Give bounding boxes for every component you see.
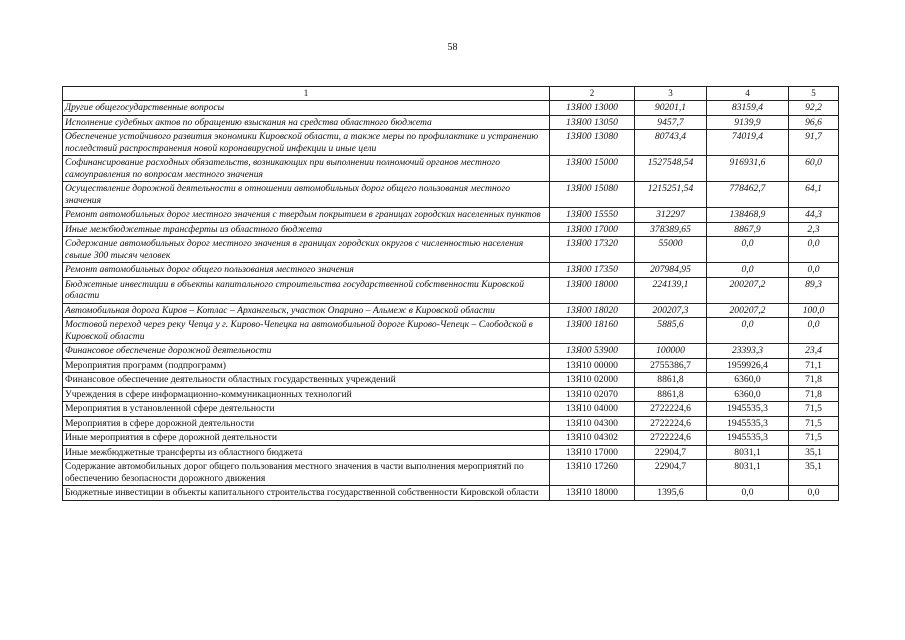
table-row xyxy=(63,277,839,303)
table-row xyxy=(63,182,839,208)
table-row xyxy=(63,156,839,182)
row-name-cell: Софинансирование расходных обязательств, возникающих при выполнении полномочий органов местного самоуправления по вопросам местного значения xyxy=(63,156,550,182)
row-code-cell: 13Я00 17000 xyxy=(550,222,635,237)
table-row xyxy=(63,263,839,278)
row-actual-cell: 1945535,3 xyxy=(707,431,789,446)
row-code-cell: 13Я00 15080 xyxy=(550,182,635,208)
header-cell-3: 3 xyxy=(635,87,707,101)
table-row xyxy=(63,358,839,373)
row-actual-cell: 0,0 xyxy=(707,486,789,501)
row-name-cell: Ремонт автомобильных дорог местного значения с твердым покрытием в границах городских населенных пунктов xyxy=(63,208,550,223)
row-planned-cell: 8861,8 xyxy=(635,373,707,388)
row-name-cell: Иные межбюджетные трансферты из областного бюджета xyxy=(63,222,550,237)
table-row xyxy=(63,101,839,116)
row-actual-cell: 83159,4 xyxy=(707,101,789,116)
header-cell-4: 4 xyxy=(707,87,789,101)
row-name-cell: Осуществление дорожной деятельности в отношении автомобильных дорог общего пользования местного значения xyxy=(63,182,550,208)
row-name-cell: Мостовой переход через реку Чепца у г. Кирово-Чепецка на автомобильной дороге Кирово-Чепецк – Слободской в Кировской области xyxy=(63,318,550,344)
header-cell-2: 2 xyxy=(550,87,635,101)
table-row xyxy=(63,303,839,318)
row-planned-cell: 207984,95 xyxy=(635,263,707,278)
row-name-cell: Финансовое обеспечение деятельности областных государственных учреждений xyxy=(63,373,550,388)
row-code-cell: 13Я10 04302 xyxy=(550,431,635,446)
row-percent-cell: 71,8 xyxy=(789,373,839,388)
row-code-cell: 13Я00 13080 xyxy=(550,130,635,156)
table-row xyxy=(63,222,839,237)
row-actual-cell: 1945535,3 xyxy=(707,402,789,417)
row-actual-cell: 23393,3 xyxy=(707,344,789,359)
row-name-cell: Другие общегосударственные вопросы xyxy=(63,101,550,116)
row-actual-cell: 6360,0 xyxy=(707,387,789,402)
row-planned-cell: 2722224,6 xyxy=(635,431,707,446)
row-actual-cell: 8031,1 xyxy=(707,460,789,486)
table-row xyxy=(63,445,839,460)
row-actual-cell: 916931,6 xyxy=(707,156,789,182)
row-actual-cell: 200207,2 xyxy=(707,303,789,318)
table-row xyxy=(63,486,839,501)
row-code-cell: 13Я00 15550 xyxy=(550,208,635,223)
row-name-cell: Ремонт автомобильных дорог общего пользования местного значения xyxy=(63,263,550,278)
row-percent-cell: 71,1 xyxy=(789,358,839,373)
row-name-cell: Мероприятия программ (подпрограмм) xyxy=(63,358,550,373)
header-cell-5: 5 xyxy=(789,87,839,101)
row-planned-cell: 1527548,54 xyxy=(635,156,707,182)
row-planned-cell: 312297 xyxy=(635,208,707,223)
row-planned-cell: 5885,6 xyxy=(635,318,707,344)
row-name-cell: Финансовое обеспечение дорожной деятельности xyxy=(63,344,550,359)
row-planned-cell: 378389,65 xyxy=(635,222,707,237)
row-name-cell: Обеспечение устойчивого развития экономики Кировской области, а также меры по профилактике и устранению последствий распространения новой коронавирусной инфекции и иные цели xyxy=(63,130,550,156)
row-code-cell: 13Я10 04300 xyxy=(550,416,635,431)
row-percent-cell: 0,0 xyxy=(789,263,839,278)
row-percent-cell: 71,5 xyxy=(789,416,839,431)
row-name-cell: Бюджетные инвестиции в объекты капитального строительства государственной собственности Кировской области xyxy=(63,277,550,303)
row-percent-cell: 60,0 xyxy=(789,156,839,182)
row-actual-cell: 778462,7 xyxy=(707,182,789,208)
row-planned-cell: 2755386,7 xyxy=(635,358,707,373)
row-code-cell: 13Я00 18160 xyxy=(550,318,635,344)
row-actual-cell: 8867,9 xyxy=(707,222,789,237)
row-actual-cell: 1959926,4 xyxy=(707,358,789,373)
row-planned-cell: 80743,4 xyxy=(635,130,707,156)
row-code-cell: 13Я00 17350 xyxy=(550,263,635,278)
row-actual-cell: 200207,2 xyxy=(707,277,789,303)
row-percent-cell: 89,3 xyxy=(789,277,839,303)
row-planned-cell: 55000 xyxy=(635,237,707,263)
row-code-cell: 13Я00 17320 xyxy=(550,237,635,263)
table-row xyxy=(63,208,839,223)
row-actual-cell: 1945535,3 xyxy=(707,416,789,431)
row-code-cell: 13Я00 13050 xyxy=(550,115,635,130)
row-name-cell: Иные межбюджетные трансферты из областного бюджета xyxy=(63,445,550,460)
row-actual-cell: 9139,9 xyxy=(707,115,789,130)
row-actual-cell: 0,0 xyxy=(707,318,789,344)
row-code-cell: 13Я10 17260 xyxy=(550,460,635,486)
row-code-cell: 13Я10 02070 xyxy=(550,387,635,402)
row-planned-cell: 9457,7 xyxy=(635,115,707,130)
row-percent-cell: 23,4 xyxy=(789,344,839,359)
row-code-cell: 13Я00 13000 xyxy=(550,101,635,116)
row-percent-cell: 92,2 xyxy=(789,101,839,116)
budget-table xyxy=(62,86,839,501)
row-planned-cell: 90201,1 xyxy=(635,101,707,116)
table-row xyxy=(63,237,839,263)
row-name-cell: Бюджетные инвестиции в объекты капитального строительства государственной собственности Кировской области xyxy=(63,486,550,501)
row-actual-cell: 0,0 xyxy=(707,237,789,263)
row-code-cell: 13Я10 00000 xyxy=(550,358,635,373)
row-planned-cell: 100000 xyxy=(635,344,707,359)
row-planned-cell: 1395,6 xyxy=(635,486,707,501)
row-percent-cell: 35,1 xyxy=(789,445,839,460)
row-planned-cell: 200207,3 xyxy=(635,303,707,318)
row-actual-cell: 8031,1 xyxy=(707,445,789,460)
row-name-cell: Иные мероприятия в сфере дорожной деятельности xyxy=(63,431,550,446)
row-planned-cell: 22904,7 xyxy=(635,445,707,460)
row-actual-cell: 74019,4 xyxy=(707,130,789,156)
row-actual-cell: 6360,0 xyxy=(707,373,789,388)
row-actual-cell: 138468,9 xyxy=(707,208,789,223)
row-planned-cell: 2722224,6 xyxy=(635,416,707,431)
row-name-cell: Содержание автомобильных дорог общего пользования местного значения в части выполнения мероприятий по обеспечению безопасности дорожного движения xyxy=(63,460,550,486)
header-cell-1: 1 xyxy=(63,87,550,101)
row-name-cell: Учреждения в сфере информационно-коммуникационных технологий xyxy=(63,387,550,402)
row-code-cell: 13Я00 53900 xyxy=(550,344,635,359)
table-row xyxy=(63,318,839,344)
table-row xyxy=(63,344,839,359)
table-row xyxy=(63,373,839,388)
row-code-cell: 13Я10 04000 xyxy=(550,402,635,417)
table-row xyxy=(63,130,839,156)
row-planned-cell: 2722224,6 xyxy=(635,402,707,417)
row-percent-cell: 0,0 xyxy=(789,318,839,344)
row-name-cell: Исполнение судебных актов по обращению взыскания на средства областного бюджета xyxy=(63,115,550,130)
table-row xyxy=(63,387,839,402)
row-percent-cell: 0,0 xyxy=(789,486,839,501)
row-code-cell: 13Я00 18000 xyxy=(550,277,635,303)
table-row xyxy=(63,402,839,417)
row-planned-cell: 1215251,54 xyxy=(635,182,707,208)
row-percent-cell: 100,0 xyxy=(789,303,839,318)
row-planned-cell: 224139,1 xyxy=(635,277,707,303)
row-percent-cell: 0,0 xyxy=(789,237,839,263)
row-percent-cell: 71,5 xyxy=(789,402,839,417)
row-actual-cell: 0,0 xyxy=(707,263,789,278)
table-row xyxy=(63,416,839,431)
row-percent-cell: 71,5 xyxy=(789,431,839,446)
row-percent-cell: 64,1 xyxy=(789,182,839,208)
row-percent-cell: 2,3 xyxy=(789,222,839,237)
row-code-cell: 13Я00 15000 xyxy=(550,156,635,182)
row-percent-cell: 35,1 xyxy=(789,460,839,486)
row-code-cell: 13Я10 17000 xyxy=(550,445,635,460)
row-percent-cell: 71,8 xyxy=(789,387,839,402)
row-code-cell: 13Я10 02000 xyxy=(550,373,635,388)
row-planned-cell: 22904,7 xyxy=(635,460,707,486)
row-code-cell: 13Я00 18020 xyxy=(550,303,635,318)
table-row xyxy=(63,460,839,486)
table-row xyxy=(63,431,839,446)
table-row xyxy=(63,115,839,130)
row-code-cell: 13Я10 18000 xyxy=(550,486,635,501)
row-name-cell: Мероприятия в сфере дорожной деятельности xyxy=(63,416,550,431)
row-percent-cell: 91,7 xyxy=(789,130,839,156)
row-name-cell: Содержание автомобильных дорог местного значения в границах городских округов с численностью населения свыше 300 тысяч человек xyxy=(63,237,550,263)
row-percent-cell: 44,3 xyxy=(789,208,839,223)
table-header-row xyxy=(63,87,839,101)
row-planned-cell: 8861,8 xyxy=(635,387,707,402)
row-name-cell: Автомобильная дорога Киров – Котлас – Архангельск, участок Опарино – Альмеж в Кировской области xyxy=(63,303,550,318)
page-number: 58 xyxy=(447,42,458,53)
row-percent-cell: 96,6 xyxy=(789,115,839,130)
row-name-cell: Мероприятия в установленной сфере деятельности xyxy=(63,402,550,417)
